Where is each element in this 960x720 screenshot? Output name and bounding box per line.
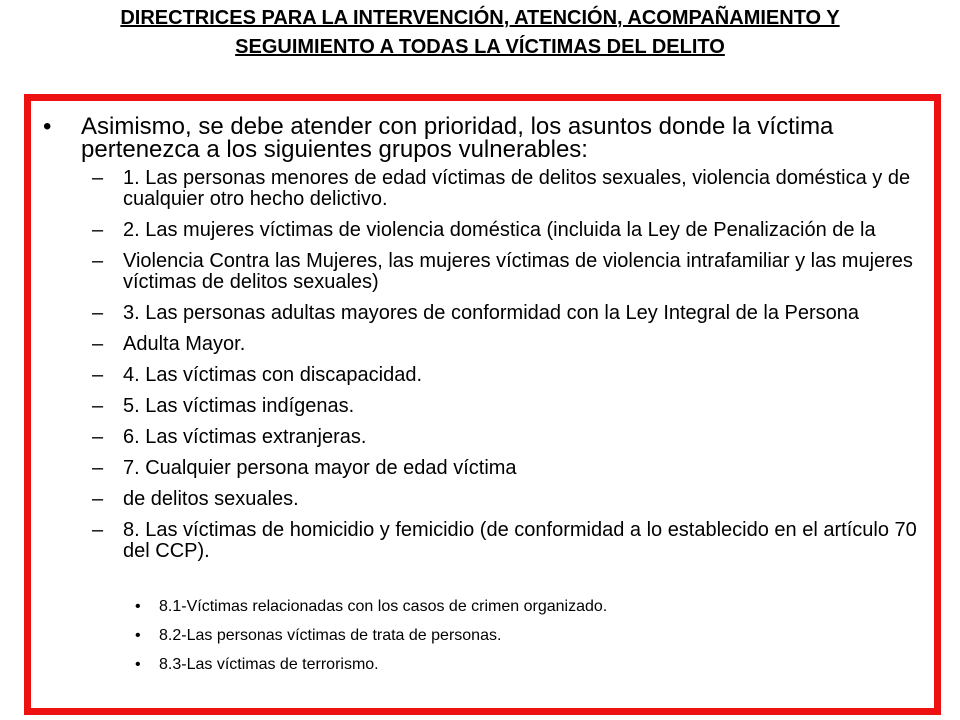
sublist-item xyxy=(135,656,915,674)
bullet-marker: • xyxy=(135,627,141,644)
content-box xyxy=(24,94,941,715)
main-bullet-marker: • xyxy=(43,113,52,140)
dash-marker: – xyxy=(92,519,104,541)
bullet-marker: • xyxy=(135,656,141,673)
list-item xyxy=(92,396,922,417)
vulnerable-groups-list xyxy=(92,168,922,572)
list-item-text: 3. Las personas adultas mayores de conformidad con la Ley Integral de la Persona xyxy=(123,302,859,324)
dash-marker: – xyxy=(92,395,104,417)
sublist-item-text: 8.1-Víctimas relacionadas con los casos de crimen organizado. xyxy=(159,598,608,615)
dash-marker: – xyxy=(92,250,104,272)
list-item xyxy=(92,520,922,562)
list-item-text: Adulta Mayor. xyxy=(123,333,246,355)
list-item xyxy=(92,458,922,479)
list-item-text: 1. Las personas menores de edad víctimas de delitos sexuales, violencia doméstica y de cualquier otro hecho delictivo. xyxy=(123,167,911,210)
slide-title: DIRECTRICES PARA LA INTERVENCIÓN, ATENCIÓN, ACOMPAÑAMIENTO Y SEGUIMIENTO A TODAS LA VÍCTIMAS DEL DELITO xyxy=(120,7,840,58)
bullet-marker: • xyxy=(135,598,141,615)
main-bullet-text: Asimismo, se debe atender con prioridad, los asuntos donde la víctima pertenezca a los siguientes grupos vulnerables: xyxy=(81,113,834,163)
sublist-item xyxy=(135,627,915,645)
list-item xyxy=(92,251,922,293)
dash-marker: – xyxy=(92,219,104,241)
sublist-item-text: 8.3-Las víctimas de terrorismo. xyxy=(159,656,379,673)
dash-marker: – xyxy=(92,488,104,510)
list-item xyxy=(92,220,922,241)
list-item-text: 4. Las víctimas con discapacidad. xyxy=(123,364,423,386)
list-item xyxy=(92,427,922,448)
sublist-item-text: 8.2-Las personas víctimas de trata de personas. xyxy=(159,627,502,644)
list-item-text: 8. Las víctimas de homicidio y femicidio (de conformidad a lo establecido en el artículo 70 del CCP). xyxy=(123,519,917,562)
list-item-text: 7. Cualquier persona mayor de edad víctima xyxy=(123,457,517,479)
sublist-item xyxy=(135,598,915,616)
dash-marker: – xyxy=(92,364,104,386)
list-item xyxy=(92,168,922,210)
list-item-text: 2. Las mujeres víctimas de violencia doméstica (incluida la Ley de Penalización de la xyxy=(123,219,876,241)
list-item xyxy=(92,365,922,386)
dash-marker: – xyxy=(92,302,104,324)
list-item-text: de delitos sexuales. xyxy=(123,488,299,510)
dash-marker: – xyxy=(92,333,104,355)
item-8-sublist xyxy=(135,598,915,685)
main-bullet xyxy=(43,115,923,161)
dash-marker: – xyxy=(92,167,104,189)
list-item xyxy=(92,489,922,510)
list-item-text: Violencia Contra las Mujeres, las mujeres víctimas de violencia intrafamiliar y las mujeres víctimas de delitos sexuales) xyxy=(123,250,913,293)
list-item xyxy=(92,303,922,324)
list-item xyxy=(92,334,922,355)
dash-marker: – xyxy=(92,426,104,448)
list-item-text: 5. Las víctimas indígenas. xyxy=(123,395,355,417)
list-item-text: 6. Las víctimas extranjeras. xyxy=(123,426,367,448)
dash-marker: – xyxy=(92,457,104,479)
